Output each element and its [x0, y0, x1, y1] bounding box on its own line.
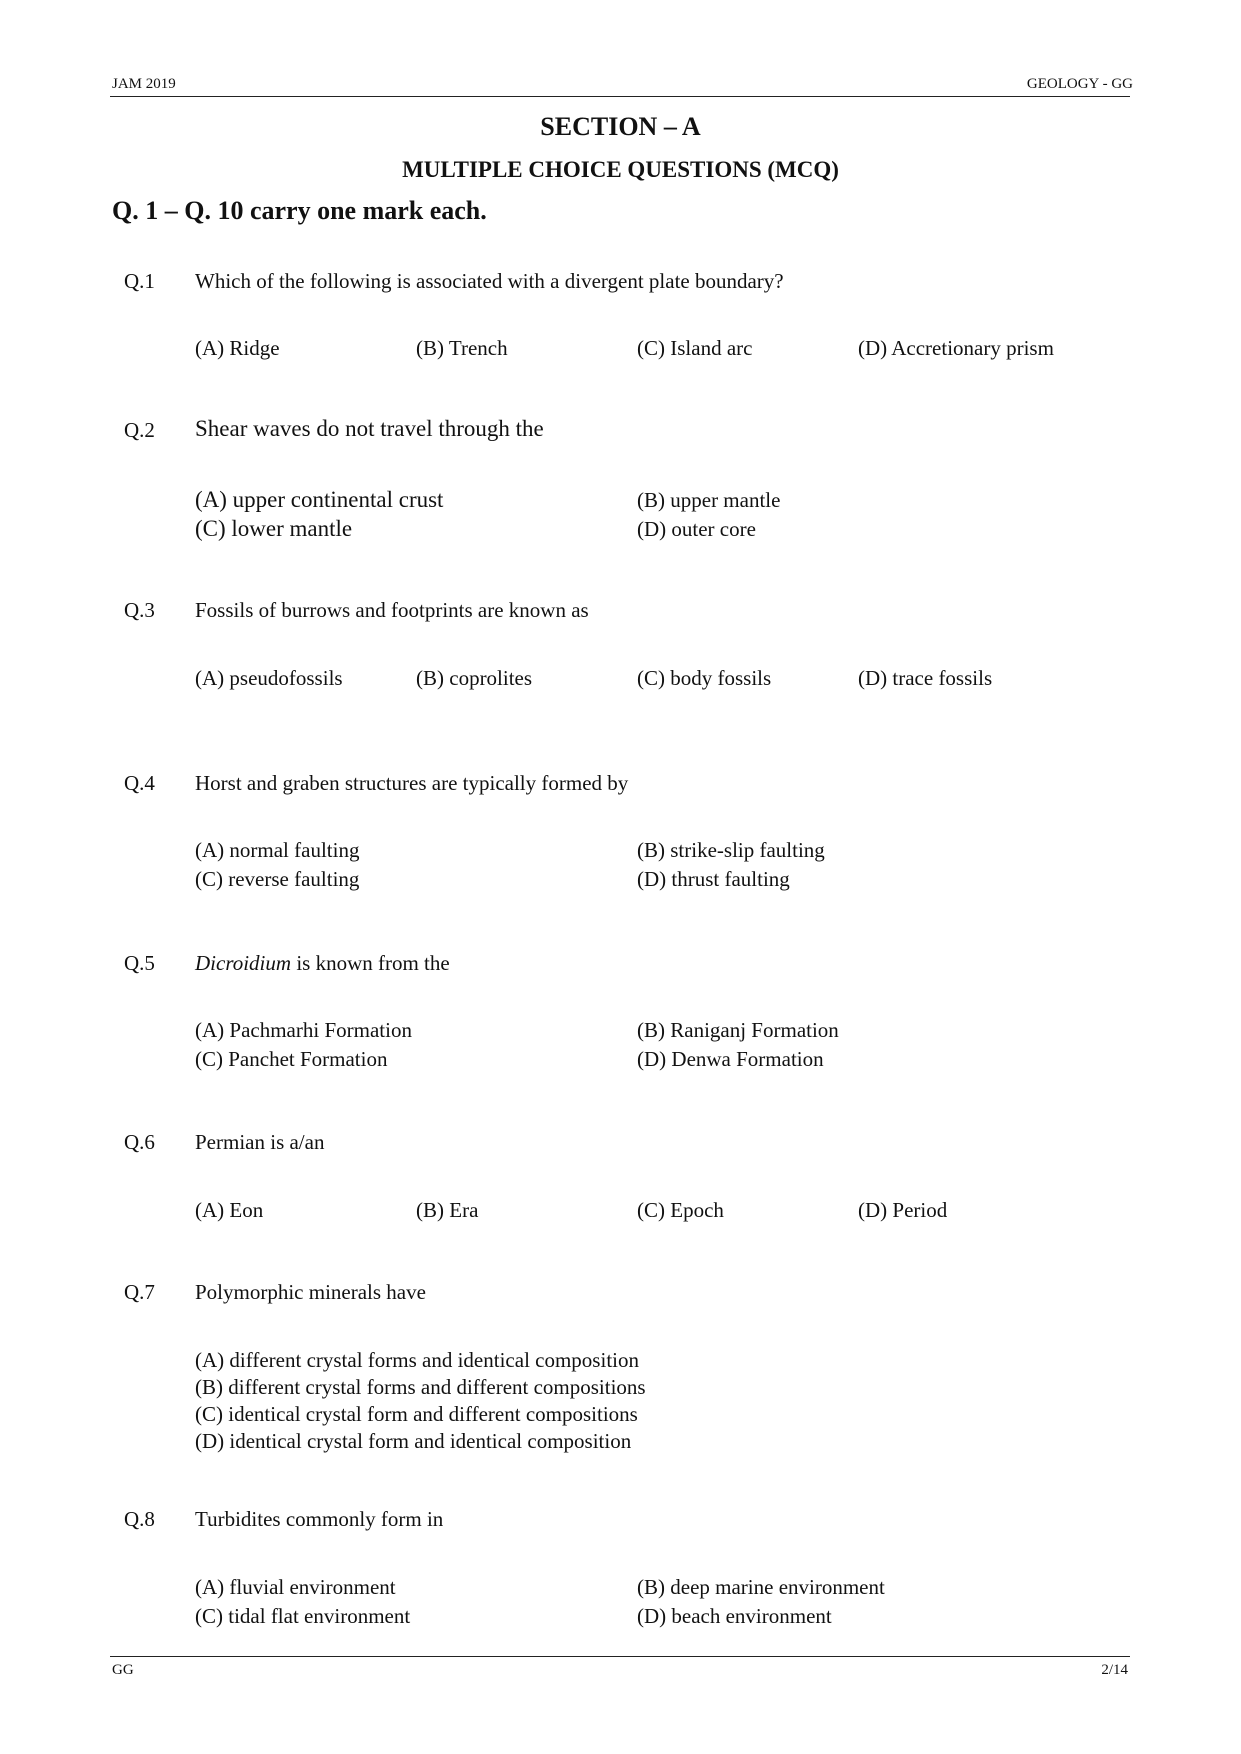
- question-text: Permian is a/an: [195, 1130, 325, 1154]
- option-c: (C) Island arc: [637, 336, 753, 360]
- question-text: [195, 951, 450, 976]
- option-a: (A) Eon: [195, 1198, 264, 1222]
- option-c: (C) identical crystal form and different compositions: [195, 1402, 638, 1426]
- question-number: Q.8: [124, 1507, 155, 1531]
- option-a: (A) different crystal forms and identical composition: [195, 1348, 639, 1372]
- question-number: Q.7: [124, 1280, 155, 1304]
- option-c: (C) tidal flat environment: [195, 1604, 411, 1628]
- question-text: Shear waves do not travel through the: [195, 416, 544, 441]
- question-text: Which of the following is associated with a divergent plate boundary?: [195, 269, 784, 293]
- option-c: (C) lower mantle: [195, 516, 353, 541]
- option-d: (D) beach environment: [637, 1604, 832, 1628]
- question-number: Q.5: [124, 951, 155, 975]
- option-b: (B) Era: [416, 1198, 479, 1222]
- option-a: (A) upper continental crust: [195, 487, 444, 512]
- question-number: Q.6: [124, 1130, 155, 1154]
- option-b: (B) coprolites: [416, 666, 533, 690]
- page-number: 2/14: [1101, 1662, 1128, 1678]
- option-d: (D) thrust faulting: [637, 867, 790, 891]
- question-number: Q.1: [124, 269, 155, 293]
- header-divider: [110, 96, 1130, 97]
- footer-paper-code: GG: [112, 1662, 134, 1678]
- genus-name: Dicroidium: [195, 951, 292, 975]
- question-number: Q.2: [124, 418, 155, 442]
- option-a: (A) fluvial environment: [195, 1575, 396, 1599]
- question-number: Q.4: [124, 771, 155, 795]
- option-d: (D) identical crystal form and identical composition: [195, 1429, 632, 1453]
- option-c: (C) Panchet Formation: [195, 1047, 388, 1071]
- option-d: (D) Period: [858, 1198, 948, 1222]
- section-title: SECTION – A: [540, 112, 701, 141]
- question-text: Polymorphic minerals have: [195, 1280, 426, 1304]
- option-c: (C) Epoch: [637, 1198, 724, 1222]
- header-paper-label: GEOLOGY - GG: [1026, 76, 1133, 92]
- option-a: (A) Pachmarhi Formation: [195, 1018, 412, 1042]
- option-b: (B) upper mantle: [637, 488, 781, 512]
- option-a: (A) normal faulting: [195, 838, 360, 862]
- option-b: (B) deep marine environment: [637, 1575, 885, 1599]
- option-b: (B) Trench: [416, 336, 508, 360]
- option-a: (A) pseudofossils: [195, 666, 343, 690]
- question-text: Fossils of burrows and footprints are known as: [195, 598, 589, 622]
- question-text-rest: is known from the: [291, 951, 450, 975]
- option-d: (D) trace fossils: [858, 666, 993, 690]
- question-number: Q.3: [124, 598, 155, 622]
- question-text: Horst and graben structures are typically formed by: [195, 771, 629, 795]
- section-subtitle: MULTIPLE CHOICE QUESTIONS (MCQ): [402, 157, 839, 182]
- option-c: (C) body fossils: [637, 666, 772, 690]
- question-text: Turbidites commonly form in: [195, 1507, 444, 1531]
- option-d: (D) outer core: [637, 517, 756, 541]
- option-c: (C) reverse faulting: [195, 867, 360, 891]
- option-b: (B) strike-slip faulting: [637, 838, 825, 862]
- marks-note: Q. 1 – Q. 10 carry one mark each.: [112, 196, 487, 225]
- option-a: (A) Ridge: [195, 336, 280, 360]
- option-d: (D) Accretionary prism: [858, 336, 1054, 360]
- option-b: (B) different crystal forms and different compositions: [195, 1375, 646, 1399]
- header-exam-label: JAM 2019: [112, 76, 176, 92]
- option-b: (B) Raniganj Formation: [637, 1018, 839, 1042]
- footer-divider: [110, 1656, 1130, 1657]
- option-d: (D) Denwa Formation: [637, 1047, 824, 1071]
